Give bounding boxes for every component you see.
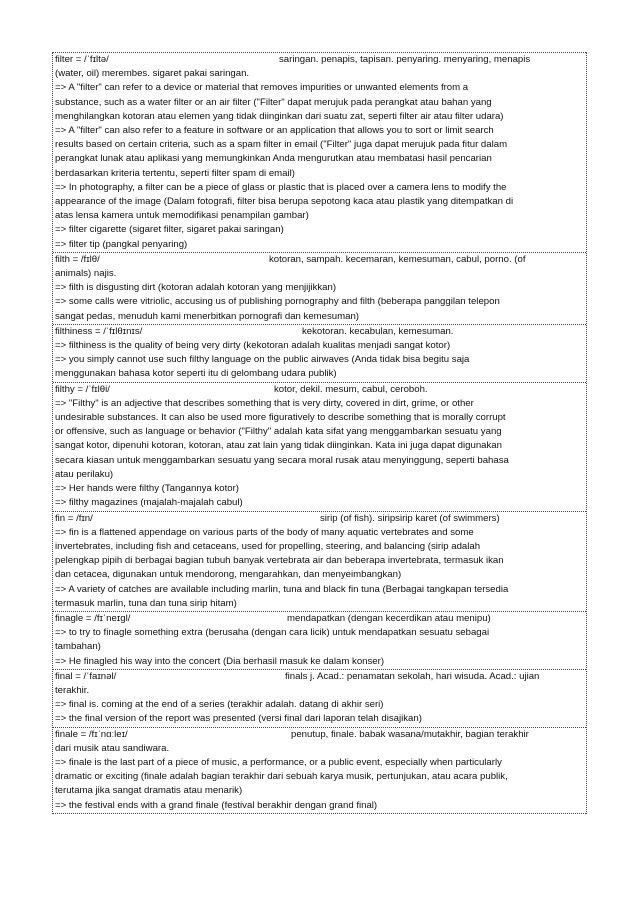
example-line: => In photography, a filter can be a piece of glass or plastic that is placed over a camera lens to modify the — [55, 181, 507, 193]
dictionary-entry — [53, 52, 586, 252]
entry-headline — [55, 325, 586, 339]
definition-line: terutama jika sangat dramatis atau menarik) — [55, 785, 243, 797]
dictionary-entry — [53, 727, 586, 814]
definition-text: saringan. penapis, tapisan. penyaring. menyaring, menapis — [279, 54, 531, 65]
example-line: => to try to finagle something extra (berusaha (dengan cara licik) untuk mendapatkan sesuatu sebagai — [55, 627, 490, 639]
entry-headline — [55, 253, 586, 267]
headword: finale = /fɪˈnɑːleɪ/ — [55, 728, 128, 740]
example-line: => finale is the last part of a piece of music, a performance, or a public event, especially when particularly — [55, 756, 502, 768]
example-line: => filter cigarette (sigaret filter, sigaret pakai saringan) — [55, 224, 284, 236]
definition-text: penutup, finale. babak wasana/mutakhir, bagian terakhir — [291, 728, 529, 740]
example-line: => the festival ends with a grand finale (festival berakhir dengan grand final) — [55, 799, 378, 811]
entry-headline — [55, 53, 586, 67]
example-line: => some calls were vitriolic, accusing us of publishing pornography and filth (beberapa panggilan telepon — [55, 296, 500, 308]
definition-line: sangat pedas, menuduh kami menerbitkan pornografi dan kemesuman) — [55, 310, 359, 322]
definition-line: atau perilaku) — [55, 468, 114, 480]
definition-line: berdasarkan kriteria tertentu, seperti filter spam di email) — [55, 167, 295, 179]
example-line: => A "filter" can also refer to a feature in software or an application that allows you to sort or limit search — [55, 125, 494, 137]
example-line: => filthiness is the quality of being very dirty (kekotoran adalah kualitas menjadi sangat kotor) — [55, 340, 451, 352]
example-line: => final is. coming at the end of a series (terakhir adalah. datang di akhir seri) — [55, 699, 384, 711]
dictionary-entry — [53, 669, 586, 727]
definition-line: substance, such as a water filter or an air filter ("Filter" dapat merujuk pada perangkat atau bahan yang — [55, 96, 492, 108]
example-line: => filth is disgusting dirt (kotoran adalah kotoran yang menjijikkan) — [55, 282, 337, 294]
definition-line: terakhir. — [55, 684, 90, 696]
definition-line: invertebrates, including fish and cetaceans, used for propelling, steering, and balancing (sirip adalah — [55, 540, 481, 552]
definition-text: kekotoran. kecabulan, kemesuman. — [302, 325, 454, 337]
example-line: => Her hands were filthy (Tangannya kotor) — [55, 483, 239, 495]
example-line: => fin is a flattened appendage on various parts of the body of many aquatic vertebrates and some — [55, 526, 474, 538]
dictionary-entry — [53, 511, 586, 611]
definition-line: pelengkap pipih di berbagai bagian tubuh banyak vertebrata air dan beberapa invertebrata, termasuk ikan — [55, 555, 504, 567]
definition-text: mendapatkan (dengan kecerdikan atau menipu) — [287, 612, 491, 624]
headword: filthiness = /ˈfɪlθɪnɪs/ — [55, 325, 143, 337]
headword: filter = /ˈfɪltə/ — [55, 54, 109, 65]
example-line: => the final version of the report was presented (versi final dari laporan telah disajikan) — [55, 713, 422, 725]
headword: filthy = /ˈfɪlθi/ — [55, 383, 110, 395]
definition-line: dan cetacea, digunakan untuk mendorong, mengarahkan, dan menyeimbangkan) — [55, 569, 402, 581]
dictionary-entry — [53, 611, 586, 669]
definition-line: sangat kotor, dipenuhi kotoran, kotoran, atau zat lain yang tidak diinginkan. Kata ini juga dapat digunakan — [55, 440, 502, 452]
definition-line: undesirable substances. It can also be used more figuratively to describe something that is morally corrupt — [55, 412, 506, 424]
definition-line: animals) najis. — [55, 268, 117, 280]
definition-line: or offensive, such as language or behavior ("Filthy" adalah kata sifat yang menggambarkan sesuatu yang — [55, 426, 502, 438]
definition-line: menghilangkan kotoran atau elemen yang tidak diinginkan dari suatu zat, seperti filter air atau filter udara) — [55, 110, 504, 122]
entry-headline — [55, 512, 586, 526]
definition-line: atas lensa kamera untuk memodifikasi penampilan gambar) — [55, 210, 309, 222]
entry-headline — [55, 670, 586, 684]
definition-text: kotoran, sampah. kecemaran, kemesuman, cabul, porno. (of — [269, 253, 526, 265]
headword: filth = /fɪlθ/ — [55, 253, 100, 265]
definition-line: dramatic or exciting (finale adalah bagian terakhir dari sebuah karya musik, pertunjukan, atau acara publik, — [55, 771, 508, 783]
example-line: => filter tip (pangkal penyaring) — [55, 238, 188, 250]
definition-line: results based on certain criteria, such as a spam filter in email ("Filter" juga dapat merujuk pada fitur dalam — [55, 139, 508, 151]
definition-line: (water, oil) merembes. sigaret pakai saringan. — [55, 68, 250, 80]
definition-line: perangkat lunak atau aplikasi yang memungkinkan Anda mengurutkan atau membatasi hasil pencarian — [55, 153, 492, 165]
definition-line: appearance of the image (Dalam fotografi, filter bisa berupa sepotong kaca atau plastik yang ditempatkan di — [55, 196, 514, 208]
entry-headline — [55, 612, 586, 626]
dictionary-table — [52, 52, 587, 814]
definition-line: secara kiasan untuk menggambarkan sesuatu yang secara moral rusak atau menyinggung, seperti bahasa — [55, 454, 509, 466]
example-line: => filthy magazines (majalah-majalah cabul) — [55, 497, 243, 509]
example-line: => you simply cannot use such filthy language on the public airwaves (Anda tidak bisa begitu saja — [55, 354, 470, 366]
dictionary-entry — [53, 252, 586, 324]
definition-text: sirip (of fish). siripsirip karet (of swimmers) — [320, 512, 500, 524]
headword: final = /ˈfaɪnəl/ — [55, 670, 117, 682]
example-line: => "Filthy" is an adjective that describes something that is very dirty, covered in dirt, grime, or other — [55, 397, 474, 409]
example-line: => A "filter" can refer to a device or material that removes impurities or unwanted elements from a — [55, 82, 469, 94]
dictionary-entry — [53, 324, 586, 382]
entry-headline — [55, 383, 586, 397]
definition-text: kotor, dekil. mesum, cabul, ceroboh. — [274, 383, 428, 395]
definition-text: finals j. Acad.: penamatan sekolah, hari wisuda. Acad.: ujian — [285, 670, 540, 682]
headword: fin = /fɪn/ — [55, 512, 93, 524]
definition-line: dari musik atau sandiwara. — [55, 742, 170, 754]
dictionary-entry — [53, 382, 586, 511]
definition-line: tambahan) — [55, 641, 101, 653]
example-line: => A variety of catches are available including marlin, tuna and black fin tuna (Berbagai tangkapan tersedia — [55, 583, 509, 595]
entry-headline — [55, 728, 586, 742]
example-line: => He finagled his way into the concert (Dia berhasil masuk ke dalam konser) — [55, 655, 385, 667]
definition-line: menggunakan bahasa kotor seperti itu di gelombang udara publik) — [55, 368, 337, 380]
definition-line: termasuk marlin, tuna dan tuna sirip hitam) — [55, 597, 237, 609]
headword: finagle = /fɪˈneɪɡl/ — [55, 612, 131, 624]
